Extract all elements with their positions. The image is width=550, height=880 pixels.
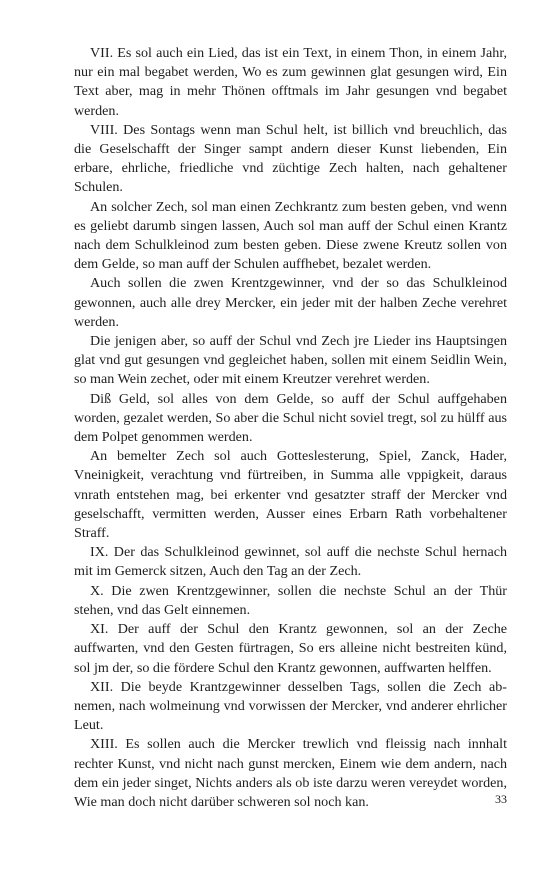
paragraph-ix: IX. Der das Schulkleinod gewinnet, sol auff die nechste Schul hernach mit im Gemerck sitzen, Auch den Tag an der Zech. (74, 544, 507, 580)
paragraph-xi: XI. Der auff der Schul den Krantz gewonnen, sol an der Zeche auffwarten, vnd den Gesten fürtragen, So ers alleine nicht bestreiten künd, sol jm der, so die fördere Schul den Krantz gewonnen, auffwarten helffen. (74, 621, 507, 676)
paragraph-viii: VIII. Des Sontags wenn man Schul helt, ist billich vnd breuchlich, das die Geselschafft der Singer sampt andern dieser Kunst liebenden, Ein erbare, ehrliche, friedliche vnd züchtige Zech halten, nach gehaltener Schulen. (74, 121, 507, 196)
paragraph-zechkrantz: An solcher Zech, sol man einen Zechkrantz zum besten geben, vnd wenn es geliebt darumb singen lassen, Auch sol man auff der Schul einen Krantz nach dem Schulkleinod zum besten geben. Diese zwene Kreutz sollen von dem Gelde, so man auff der Schulen auffhebet, bezalet werden. (74, 198, 507, 273)
page-number: 33 (495, 792, 507, 806)
paragraph-hauptsingen: Die jenigen aber, so auff der Schul vnd Zech jre Lieder ins Hauptsingen glat vnd gut gesungen vnd gegleichet haben, sollen mit einem Seidlin Wein, so man Wein zechet, oder mit einem Kreutzer verehret werden. (74, 333, 507, 388)
paragraph-vii: VII. Es sol auch ein Lied, das ist ein Text, in einem Thon, in einem Jahr, nur ein mal begabet werden, Wo es zum gewinnen glat gesungen wird, Ein Text aber, mag in mehr Thönen offtmals im Jahr gesungen vnd begabet werden. (74, 45, 507, 119)
paragraph-xiii: XIII. Es sollen auch die Mercker trewlich vnd fleissig nach innhalt rechter Kunst, vnd nicht nach gunst mercken, Einem wie dem andern, nach dem ein jeder singet, Nichts anders als ob iste darzu weren vereydet worden, Wie man doch nicht darüber schweren sol noch kan. (74, 736, 507, 810)
page-text-block (74, 44, 507, 812)
paragraph-krentzgewinner: Auch sollen die zwen Krentzgewinner, vnd der so das Schulkleinod gewonnen, auch alle drey Mercker, ein jeder mit der halben Zeche verehret werden. (74, 275, 507, 330)
paragraph-xii: XII. Die beyde Krantzgewinner desselben Tags, sollen die Zech abnemen, nach wolmeinung vnd vorwissen der Mercker, vnd anderer ehrlicher Leut. (74, 678, 507, 734)
paragraph-zech-verbot: An bemelter Zech sol auch Gotteslesterung, Spiel, Zanck, Hader, Vneinigkeit, verachtung vnd fürtreiben, in Summa alle vppigkeit, daraus vnrath entstehen mag, bei erkenter vnd gesatzter straff der Mercker vnd geselschafft, vermitten werden, Ausser eines Erbarn Rath vorbehaltener Straff. (74, 448, 507, 542)
paragraph-geld: Diß Geld, sol alles von dem Gelde, so auff der Schul auffgehaben worden, gezalet werden, So aber die Schul nicht soviel tregt, sol zu hülff aus dem Polpet genommen werden. (74, 390, 507, 446)
paragraph-x: X. Die zwen Krentzgewinner, sollen die nechste Schul an der Thür stehen, vnd das Gelt einnemen. (74, 582, 507, 618)
